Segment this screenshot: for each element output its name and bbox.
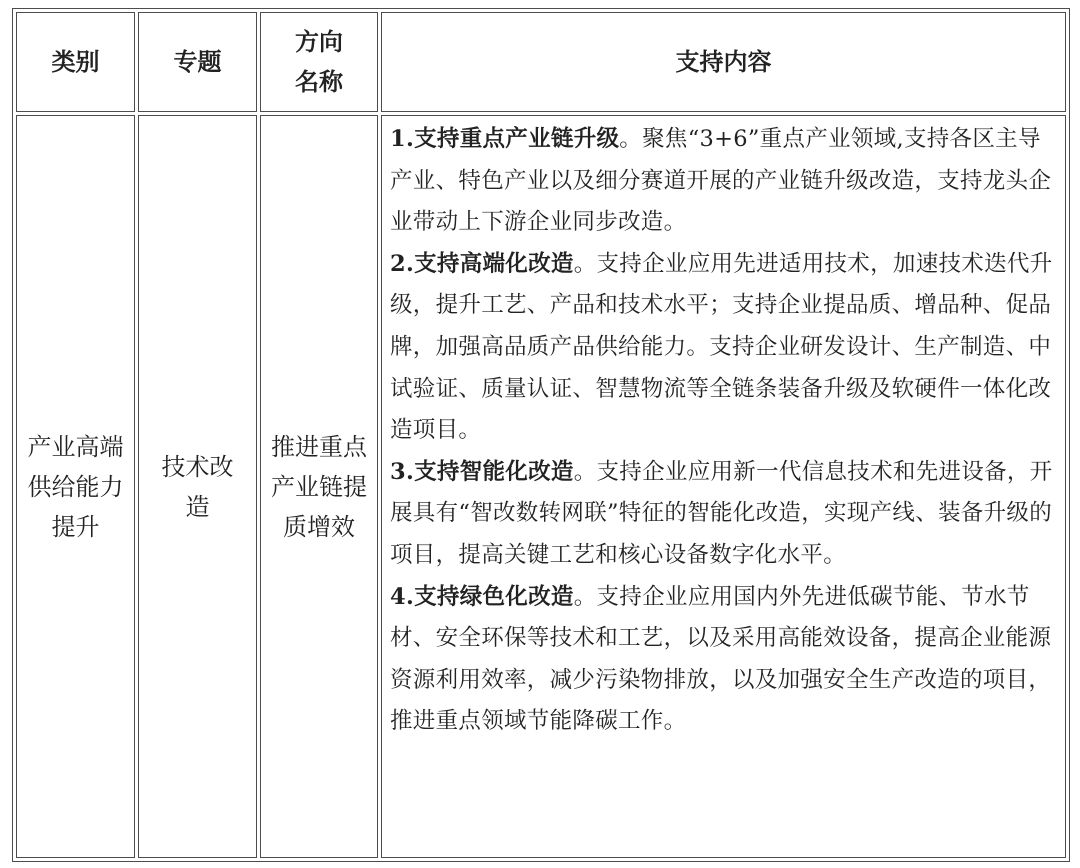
table-header-row (16, 12, 1066, 112)
content-item-2-text: 。支持企业应用先进适用技术，加速技术迭代升级，提升工艺、产品和技术水平；支持企业提品质、增品种、促品牌，加强高品质产品供给能力。支持企业研发设计、生产制造、中试验证、质量认证、智慧物流等全链条装备升级及软硬件一体化改造项目。 (390, 250, 1053, 444)
content-item-4-lead: 4.支持绿色化改造 (390, 583, 574, 610)
content-item-1-text: 。聚焦“3+6”重点产业领域,支持各区主导产业、特色产业以及细分赛道开展的产业链升级改造，支持龙头企业带动上下游企业同步改造。 (390, 126, 1052, 236)
header-direction (260, 12, 378, 112)
content-item-3-text: 。支持企业应用新一代信息技术和先进设备，开展具有“智改数转网联”特征的智能化改造，实现产线、装备升级的项目，提高关键工艺和核心设备数字化水平。 (390, 458, 1053, 568)
header-content (381, 12, 1066, 112)
content-item-3-lead: 3.支持智能化改造 (390, 458, 574, 485)
direction-cell (260, 115, 378, 858)
direction-text: 推进重点产业链提质增效 (271, 432, 367, 541)
header-category (16, 12, 135, 112)
content-cell (381, 115, 1066, 858)
support-policy-table (12, 8, 1070, 862)
content-item-2 (390, 244, 1059, 452)
header-content-label: 支持内容 (675, 47, 772, 76)
header-topic (138, 12, 257, 112)
category-cell (16, 115, 135, 858)
category-text: 产业高端供给能力提升 (27, 432, 124, 541)
content-item-4-text: 。支持企业应用国内外先进低碳节能、节水节材、安全环保等技术和工艺，以及采用高能效设备，提高企业能源资源利用效率，减少污染物排放，以及加强安全生产改造的项目，推进重点领域节能降碳工作。 (390, 583, 1052, 735)
topic-cell (138, 115, 257, 858)
header-direction-label: 方向名称 (295, 27, 343, 96)
header-category-label: 类别 (51, 47, 100, 76)
content-item-1 (390, 119, 1059, 244)
content-item-1-lead: 1.支持重点产业链升级 (390, 126, 620, 152)
content-item-2-lead: 2.支持高端化改造 (390, 250, 574, 277)
header-topic-label: 专题 (173, 47, 222, 76)
topic-text: 技术改造 (161, 452, 234, 521)
content-item-4 (390, 577, 1059, 743)
table-row (16, 115, 1066, 858)
content-item-3 (390, 452, 1059, 577)
